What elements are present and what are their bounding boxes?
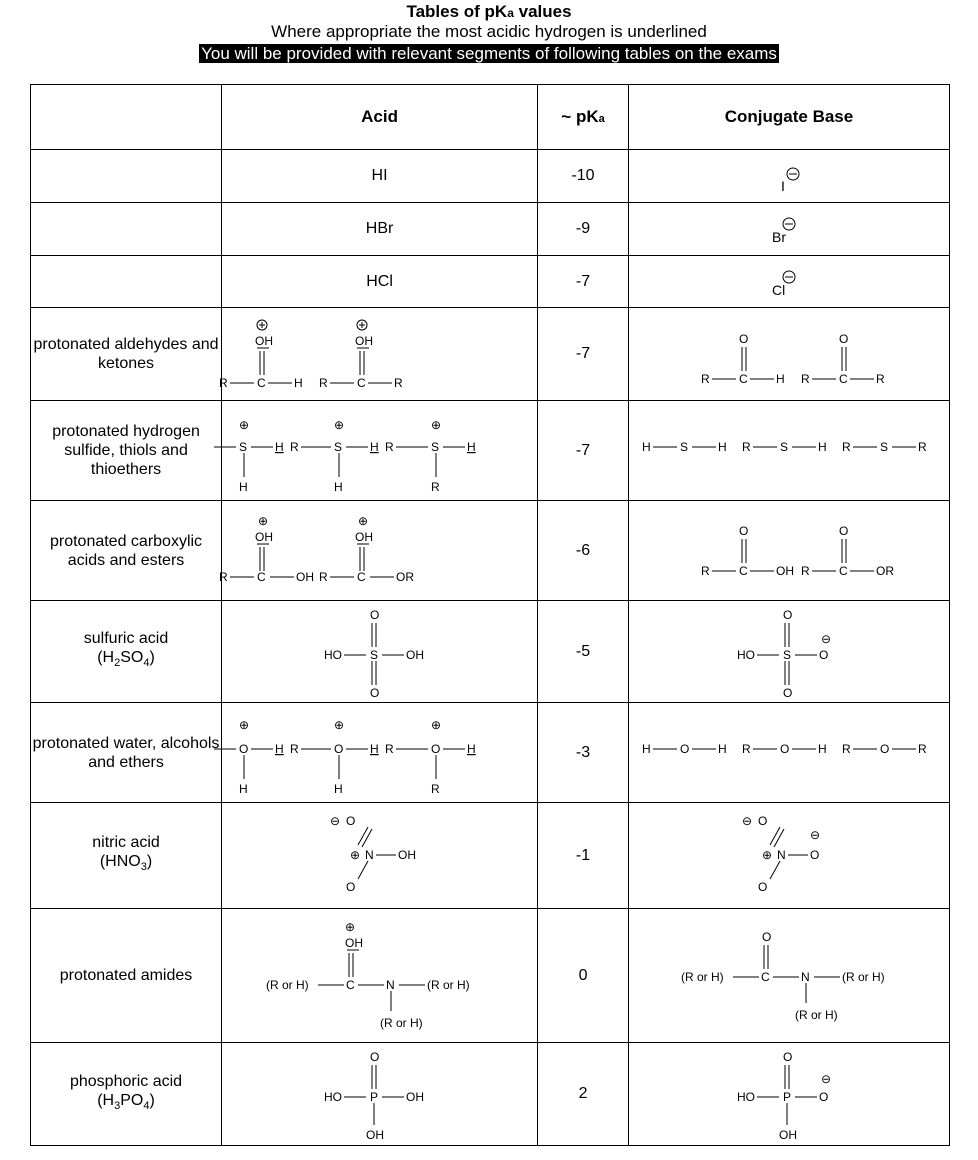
svg-text:R: R	[319, 569, 328, 584]
acid-cell	[219, 501, 538, 601]
svg-text:H: H	[239, 781, 248, 796]
svg-text:⊕: ⊕	[239, 417, 250, 432]
svg-text:⊕: ⊕	[258, 513, 269, 528]
pka-header: ~ pKa	[538, 85, 629, 150]
svg-text:H: H	[641, 741, 651, 756]
svg-text:OH: OH	[406, 1089, 425, 1104]
protonated-carbonyl-structure	[219, 309, 537, 399]
pka-cell: -6	[538, 501, 629, 601]
svg-text:R: R	[875, 372, 885, 386]
svg-text:HO: HO	[736, 1089, 755, 1104]
svg-text:S: S	[431, 439, 440, 454]
pka-cell: -9	[538, 203, 629, 256]
svg-text:R: R	[800, 563, 810, 578]
pka-cell: 0	[538, 909, 629, 1043]
svg-text:⊕: ⊕	[761, 847, 773, 862]
svg-text:P: P	[782, 1089, 791, 1104]
class-cell: protonated water, alcohols and ethers	[31, 703, 222, 803]
table-row	[31, 1043, 950, 1146]
svg-text:O: O	[738, 523, 749, 538]
pka-cell: -5	[538, 601, 629, 703]
bromide-label: Br	[771, 229, 786, 245]
base-cell	[628, 256, 949, 308]
svg-text:⊕: ⊕	[334, 717, 345, 732]
hydroxide-structure	[629, 705, 949, 801]
svg-text:H: H	[717, 741, 727, 756]
svg-text:H: H	[370, 439, 379, 454]
acid-cell: HCl	[222, 256, 538, 308]
svg-text:H: H	[775, 372, 785, 386]
svg-text:O: O	[838, 523, 849, 538]
svg-text:H: H	[334, 781, 343, 796]
svg-text:S: S	[370, 647, 379, 662]
acid-cell	[222, 909, 538, 1043]
svg-text:C: C	[257, 376, 266, 390]
svg-text:S: S	[239, 439, 248, 454]
phosphoric-acid-structure	[222, 1045, 537, 1144]
acid-cell	[222, 1043, 538, 1146]
table-row	[31, 256, 950, 308]
acid-cell	[222, 803, 538, 909]
protonated-water-structure	[222, 705, 537, 801]
iodide-structure	[629, 151, 949, 201]
svg-text:H: H	[370, 741, 379, 756]
base-cell	[628, 150, 949, 203]
svg-text:S: S	[782, 647, 791, 662]
table-row	[31, 401, 950, 501]
svg-text:R: R	[800, 372, 810, 386]
protonated-sulfur-structure	[222, 403, 537, 499]
svg-text:⊕: ⊕	[358, 513, 369, 528]
acid-cell: HBr	[222, 203, 538, 256]
class-cell: protonated amides	[31, 909, 222, 1043]
base-cell	[628, 909, 949, 1043]
base-header: Conjugate Base	[628, 85, 949, 150]
svg-text:OH: OH	[355, 334, 374, 348]
svg-text:O: O	[782, 1049, 793, 1064]
svg-text:S: S	[679, 439, 688, 454]
svg-text:H: H	[275, 439, 284, 454]
class-header	[31, 85, 222, 150]
svg-text:R: R	[841, 439, 851, 454]
svg-text:OH: OH	[296, 569, 315, 584]
class-cell	[31, 150, 222, 203]
acid-cell	[222, 703, 538, 803]
svg-text:C: C	[838, 372, 848, 386]
pka-cell: 2	[538, 1043, 629, 1146]
base-cell	[628, 203, 949, 256]
svg-text:R: R	[219, 569, 228, 584]
svg-text:O: O	[879, 741, 890, 756]
bisulfate-structure	[629, 603, 949, 701]
protonated-carboxylic-structure	[219, 503, 537, 599]
class-cell	[31, 256, 222, 308]
acid-cell	[222, 401, 538, 501]
svg-text:H: H	[467, 741, 476, 756]
table-row	[31, 703, 950, 803]
svg-text:S: S	[879, 439, 888, 454]
amide-structure	[629, 911, 949, 1041]
svg-text:R: R	[917, 741, 927, 756]
class-cell: phosphoric acid $(H_3PO_4)$	[31, 1043, 222, 1146]
base-cell	[628, 1043, 949, 1146]
class-cell: nitric acid $(HNO_3)$	[31, 803, 222, 909]
svg-text:O: O	[346, 879, 356, 894]
svg-text:O: O	[782, 685, 793, 700]
pka-cell: -7	[538, 256, 629, 308]
table-row	[31, 803, 950, 909]
svg-text:OH: OH	[255, 529, 274, 544]
acid-cell	[222, 601, 538, 703]
svg-text:OH: OH	[775, 563, 794, 578]
svg-text:O: O	[679, 741, 690, 756]
svg-text:R: R	[290, 741, 299, 756]
acid-cell	[219, 308, 538, 401]
svg-text:(R or H): (R or H)	[427, 977, 470, 992]
svg-text:O: O	[761, 929, 772, 944]
svg-text:(R or H): (R or H)	[266, 977, 309, 992]
svg-text:R: R	[431, 781, 440, 796]
svg-text:⊕: ⊕	[431, 717, 442, 732]
svg-text:HO: HO	[736, 647, 755, 662]
svg-text:H: H	[817, 439, 827, 454]
carboxylic-base-structure	[629, 503, 949, 599]
svg-text:R: R	[385, 741, 394, 756]
svg-text:C: C	[257, 569, 266, 584]
svg-text:R: R	[290, 439, 299, 454]
pka-cell: -7	[538, 308, 629, 401]
nitrate-structure	[629, 805, 949, 907]
pka-table	[30, 84, 950, 1146]
svg-text:R: R	[394, 376, 403, 390]
class-cell: sulfuric acid $(H_2SO_4)$	[31, 601, 222, 703]
svg-text:N: N	[386, 977, 395, 992]
exam-note: You will be provided with relevant segments of following tables on the exams	[201, 44, 777, 63]
svg-text:(R or H): (R or H)	[680, 969, 724, 984]
base-cell	[628, 401, 949, 501]
dihydrogen-phosphate-structure	[629, 1045, 949, 1144]
pka-cell: -10	[538, 150, 629, 203]
svg-text:(R or H): (R or H)	[841, 969, 885, 984]
svg-text:O: O	[809, 847, 820, 862]
svg-text:P: P	[370, 1089, 379, 1104]
protonated-amide-structure	[222, 911, 537, 1041]
svg-text:⊕: ⊕	[350, 847, 361, 862]
svg-text:N: N	[800, 969, 810, 984]
table-row	[31, 308, 950, 401]
svg-text:R: R	[841, 741, 851, 756]
acid-cell: HI	[222, 150, 538, 203]
svg-text:⊖: ⊖	[809, 827, 821, 842]
iodide-label: I	[780, 178, 785, 194]
base-cell	[628, 501, 949, 601]
pka-cell: -1	[538, 803, 629, 909]
svg-text:OR: OR	[875, 563, 894, 578]
class-cell: protonated aldehydes and ketones	[31, 308, 222, 401]
table-row	[31, 601, 950, 703]
svg-text:C: C	[760, 969, 770, 984]
svg-text:N: N	[776, 847, 786, 862]
svg-text:O: O	[757, 813, 768, 828]
svg-text:⊕: ⊕	[431, 417, 442, 432]
svg-text:R: R	[319, 376, 328, 390]
svg-text:⊕: ⊕	[345, 919, 356, 934]
svg-text:O: O	[370, 607, 380, 622]
base-cell	[628, 803, 949, 909]
sulfur-base-structure	[629, 403, 949, 499]
svg-text:O: O	[334, 741, 344, 756]
svg-text:O: O	[838, 332, 849, 346]
svg-text:OR: OR	[396, 569, 415, 584]
svg-text:R: R	[741, 439, 751, 454]
svg-text:H: H	[641, 439, 651, 454]
svg-text:⊖: ⊖	[820, 1071, 832, 1086]
sulfuric-acid-structure	[222, 603, 537, 701]
svg-text:O: O	[757, 879, 768, 894]
svg-text:C: C	[357, 569, 366, 584]
svg-text:C: C	[838, 563, 848, 578]
svg-text:H: H	[817, 741, 827, 756]
svg-text:R: R	[741, 741, 751, 756]
title-main: Tables of pK	[406, 2, 508, 21]
table-row	[31, 909, 950, 1043]
svg-text:O: O	[346, 813, 356, 828]
base-cell	[628, 703, 949, 803]
svg-text:(R or H): (R or H)	[794, 1007, 838, 1022]
class-cell: protonated hydrogen sulfide, thiols and thioethers	[31, 401, 222, 501]
svg-text:OH: OH	[255, 334, 274, 348]
svg-text:⊕: ⊕	[334, 417, 345, 432]
svg-text:⊖: ⊖	[820, 631, 832, 646]
table-header-row	[31, 85, 950, 150]
svg-text:O: O	[738, 332, 749, 346]
svg-text:OH: OH	[345, 935, 364, 950]
svg-text:C: C	[738, 372, 748, 386]
svg-text:O: O	[818, 647, 829, 662]
svg-text:HO: HO	[324, 1089, 343, 1104]
svg-text:H: H	[717, 439, 727, 454]
svg-text:R: R	[219, 376, 228, 390]
svg-text:⊕: ⊕	[239, 717, 250, 732]
svg-text:H: H	[334, 479, 343, 494]
class-cell	[31, 203, 222, 256]
class-cell: protonated carboxylic acids and esters	[31, 501, 222, 601]
svg-text:O: O	[370, 1049, 380, 1064]
svg-text:R: R	[917, 439, 927, 454]
svg-text:⊖: ⊖	[330, 813, 341, 828]
svg-text:OH: OH	[778, 1127, 797, 1142]
svg-text:H: H	[294, 376, 303, 390]
table-row	[31, 203, 950, 256]
svg-text:N: N	[365, 847, 374, 862]
base-cell	[628, 601, 949, 703]
acid-header: Acid	[222, 85, 538, 150]
table-row	[31, 501, 950, 601]
svg-text:S: S	[334, 439, 343, 454]
svg-text:O: O	[370, 685, 380, 700]
svg-text:R: R	[700, 563, 710, 578]
pka-cell: -7	[538, 401, 629, 501]
chloride-structure	[629, 257, 949, 307]
nitric-acid-structure	[222, 805, 537, 907]
page-title: Tables of pKa values	[406, 2, 572, 21]
svg-text:HO: HO	[324, 647, 343, 662]
carbonyl-structure	[629, 309, 949, 399]
page-subtitle: Where appropriate the most acidic hydrogen is underlined	[271, 22, 707, 41]
svg-text:C: C	[346, 977, 355, 992]
base-cell	[628, 308, 949, 401]
table-row	[31, 150, 950, 203]
svg-text:(R or H): (R or H)	[380, 1015, 423, 1030]
svg-text:OH: OH	[406, 647, 425, 662]
svg-text:OH: OH	[355, 529, 374, 544]
svg-text:O: O	[782, 607, 793, 622]
svg-text:OH: OH	[398, 847, 417, 862]
svg-text:OH: OH	[366, 1127, 385, 1142]
svg-text:R: R	[385, 439, 394, 454]
svg-text:S: S	[779, 439, 788, 454]
svg-text:H: H	[467, 439, 476, 454]
pka-cell: -3	[538, 703, 629, 803]
svg-text:O: O	[431, 741, 441, 756]
svg-text:C: C	[357, 376, 366, 390]
bromide-structure	[629, 204, 949, 254]
svg-text:O: O	[779, 741, 790, 756]
svg-text:H: H	[239, 479, 248, 494]
svg-text:H: H	[275, 741, 284, 756]
svg-text:R: R	[431, 479, 440, 494]
svg-text:O: O	[239, 741, 249, 756]
svg-text:O: O	[818, 1089, 829, 1104]
svg-text:C: C	[738, 563, 748, 578]
chloride-label: Cl	[771, 281, 786, 298]
svg-text:⊖: ⊖	[741, 813, 753, 828]
svg-text:R: R	[700, 372, 710, 386]
